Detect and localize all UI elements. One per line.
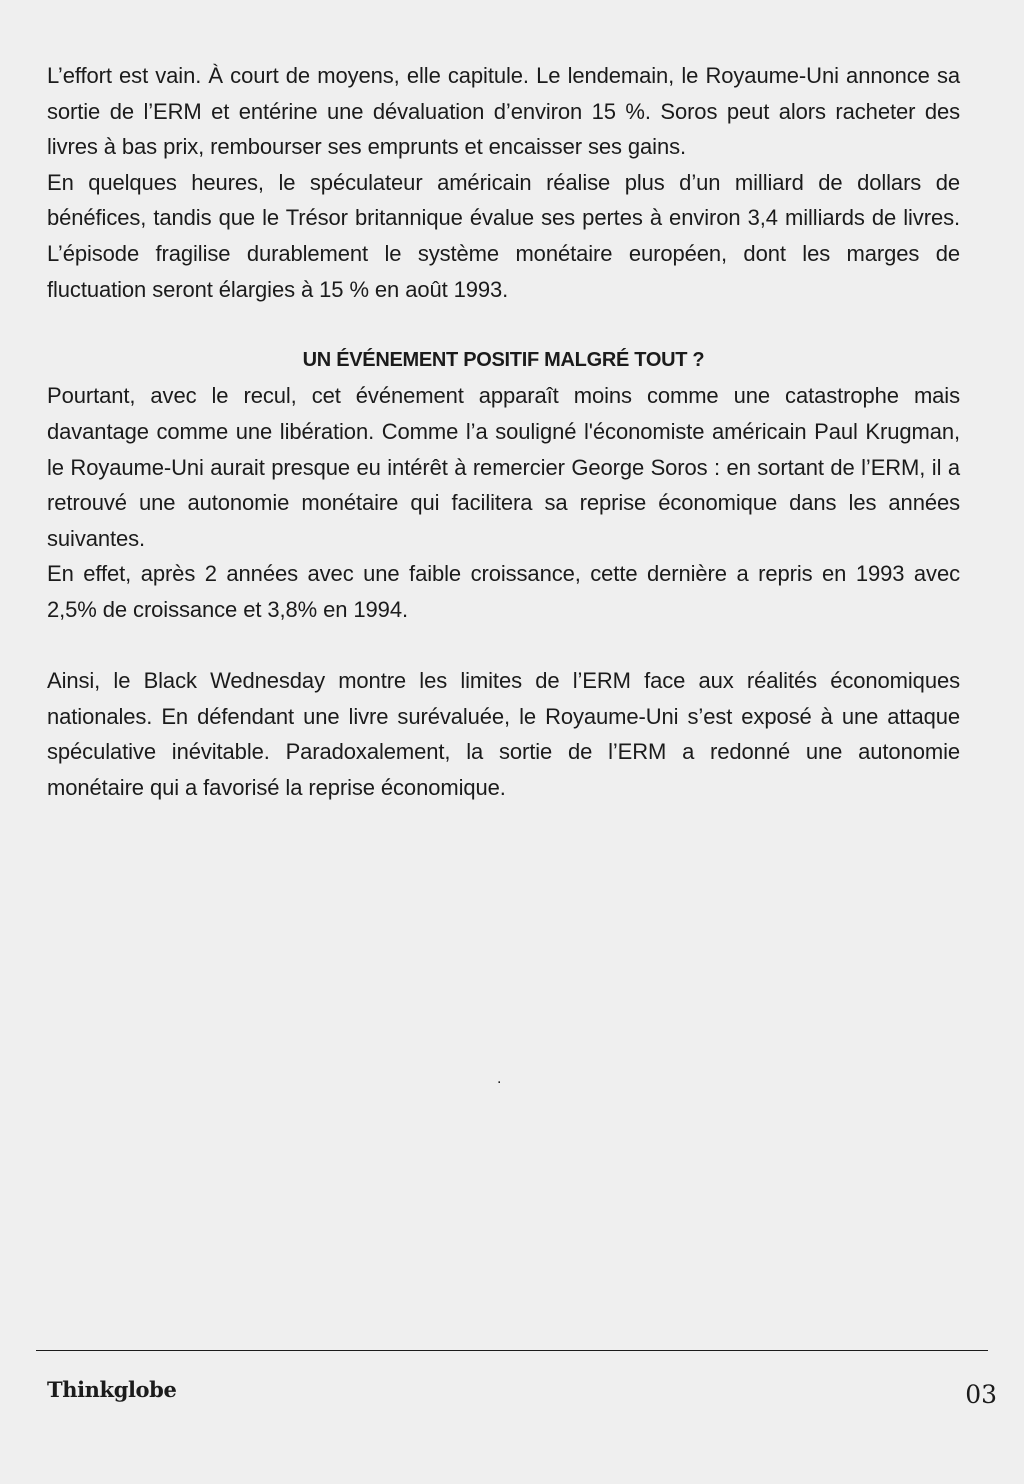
footer-brand: Thinkglobe [47, 1377, 177, 1402]
page-number: 03 [965, 1380, 997, 1409]
section-heading: UN ÉVÉNEMENT POSITIF MALGRÉ TOUT ? [302, 348, 705, 371]
footer-divider [36, 1350, 988, 1351]
paragraph-soros-gains: En quelques heures, le spéculateur américain réalise plus d’un milliard de dollars de bénéfices, tandis que le Trésor britannique évalue ses pertes à environ 3,4 milliards de livres. L’épisode fragilise durablement le système monétaire européen, dont les marges de fluctuation seront élargies à 15 % en août 1993. [47, 169, 960, 302]
paragraph-devaluation: L’effort est vain. À court de moyens, elle capitule. Le lendemain, le Royaume-Uni annonce sa sortie de l’ERM et entérine une dévaluation d’environ 15 %. Soros peut alors racheter des livres à bas prix, rembourser ses emprunts et encaisser ses gains. [47, 63, 960, 160]
article-body [47, 58, 960, 805]
paragraph-gap [47, 628, 960, 664]
paragraph-gap [47, 307, 960, 343]
paragraph-krugman: Pourtant, avec le recul, cet événement apparaît moins comme une catastrophe mais davantage comme une libération. Comme l’a souligné l'économiste américain Paul Krugman, le Royaume-Uni aurait presque eu intérêt à remercier George Soros : en sortant de l’ERM, il a retrouvé une autonomie monétaire qui facilitera sa reprise économique dans les années suivantes. [47, 383, 960, 551]
paragraph-growth: En effet, après 2 années avec une faible croissance, cette dernière a repris en 1993 avec 2,5% de croissance et 3,8% en 1994. [47, 561, 960, 622]
stray-dot: . [497, 1070, 502, 1087]
paragraph-conclusion: Ainsi, le Black Wednesday montre les limites de l’ERM face aux réalités économiques nationales. En défendant une livre surévaluée, le Royaume-Uni s’est exposé à une attaque spéculative inévitable. Paradoxalement, la sortie de l’ERM a redonné une autonomie monétaire qui a favorisé la reprise économique. [47, 668, 960, 800]
